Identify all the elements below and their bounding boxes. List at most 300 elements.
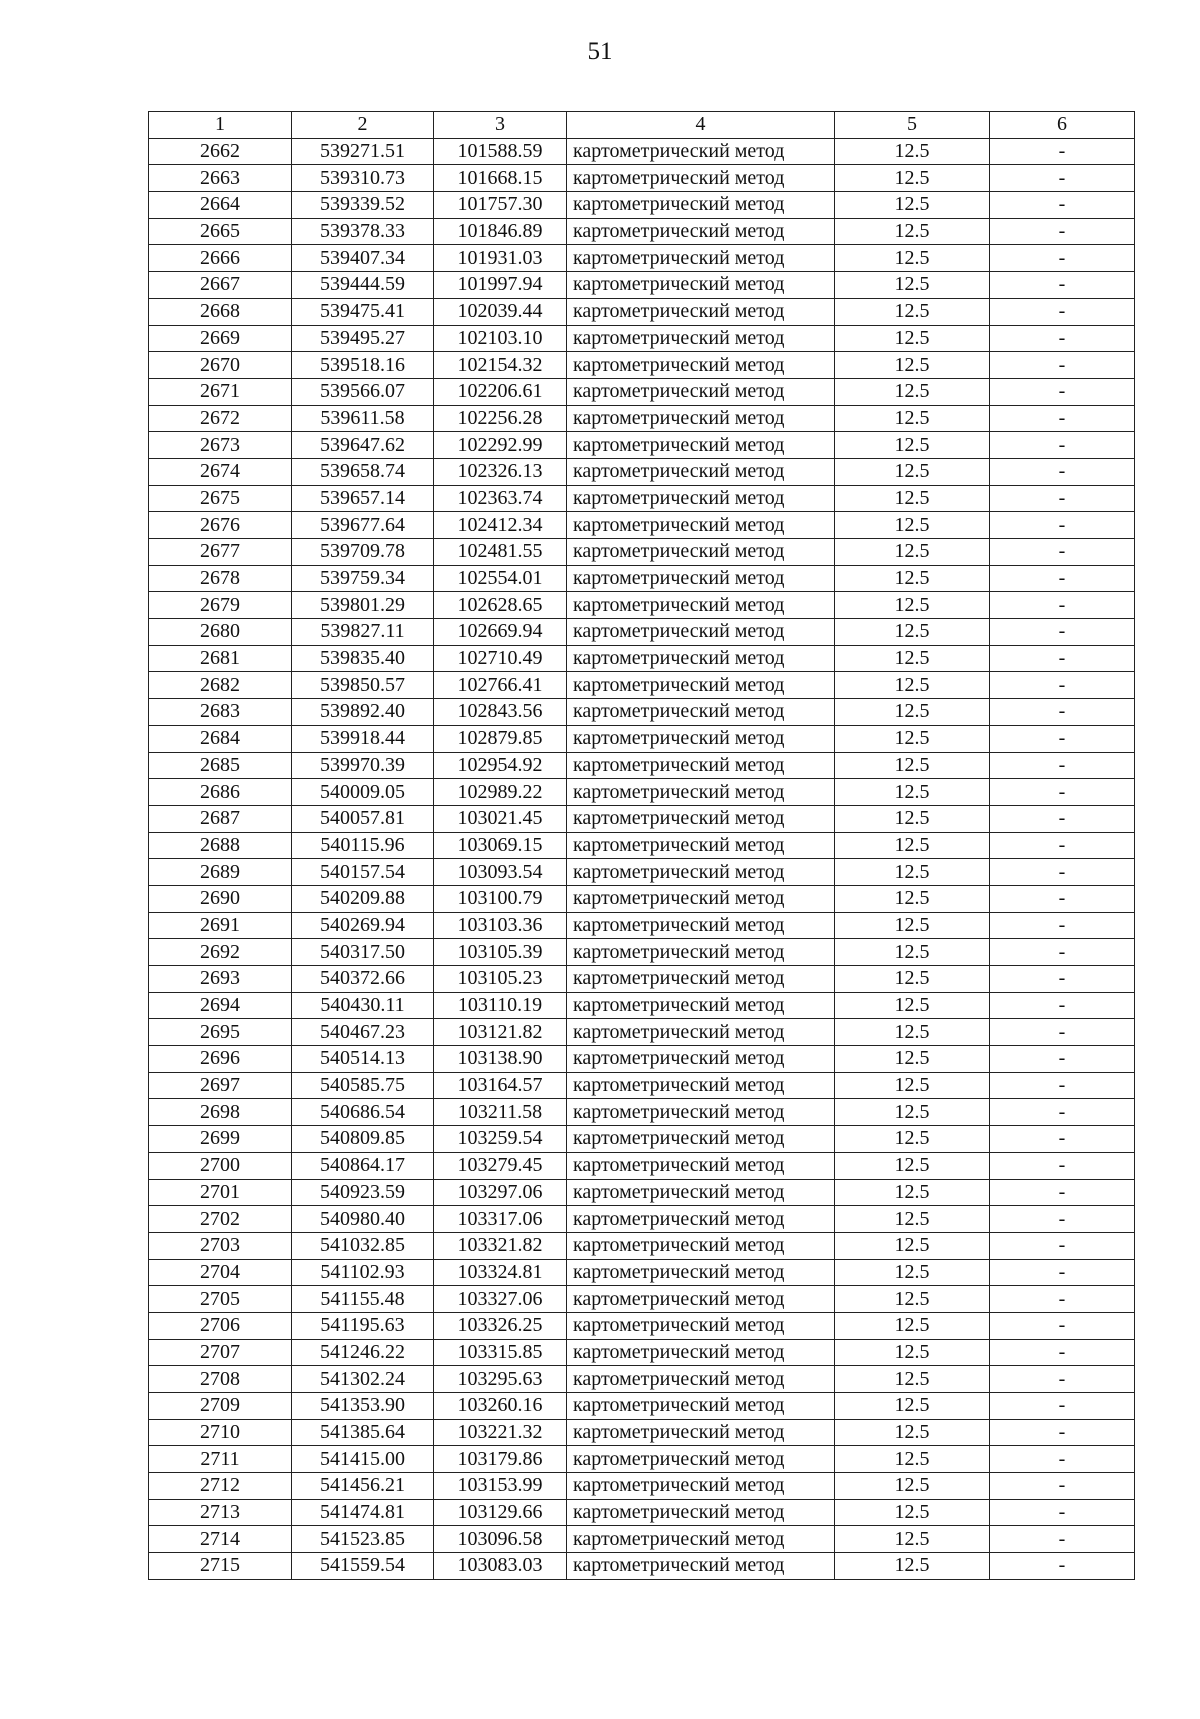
note-cell: -: [990, 966, 1135, 993]
note-cell: -: [990, 539, 1135, 566]
x-coordinate-cell: 539801.29: [292, 592, 434, 619]
x-coordinate-cell: 540980.40: [292, 1206, 434, 1233]
method-cell: картометрический метод: [567, 752, 835, 779]
method-cell: картометрический метод: [567, 1446, 835, 1473]
point-number-cell: 2680: [149, 619, 292, 646]
y-coordinate-cell: 102989.22: [434, 779, 567, 806]
accuracy-cell: 12.5: [835, 325, 990, 352]
method-cell: картометрический метод: [567, 725, 835, 752]
x-coordinate-cell: 541456.21: [292, 1473, 434, 1500]
note-cell: -: [990, 458, 1135, 485]
x-coordinate-cell: 539677.64: [292, 512, 434, 539]
point-number-cell: 2671: [149, 378, 292, 405]
accuracy-cell: 12.5: [835, 272, 990, 299]
x-coordinate-cell: 539378.33: [292, 218, 434, 245]
method-cell: картометрический метод: [567, 485, 835, 512]
table-row: [149, 138, 1135, 165]
y-coordinate-cell: 103321.82: [434, 1232, 567, 1259]
table-row: [149, 645, 1135, 672]
x-coordinate-cell: 541523.85: [292, 1526, 434, 1553]
table-row: [149, 1473, 1135, 1500]
accuracy-cell: 12.5: [835, 1072, 990, 1099]
accuracy-cell: 12.5: [835, 1099, 990, 1126]
table-row: [149, 432, 1135, 459]
x-coordinate-cell: 540269.94: [292, 912, 434, 939]
y-coordinate-cell: 102710.49: [434, 645, 567, 672]
point-number-cell: 2685: [149, 752, 292, 779]
point-number-cell: 2690: [149, 885, 292, 912]
accuracy-cell: 12.5: [835, 966, 990, 993]
note-cell: -: [990, 432, 1135, 459]
x-coordinate-cell: 540157.54: [292, 859, 434, 886]
method-cell: картометрический метод: [567, 1286, 835, 1313]
x-coordinate-cell: 539759.34: [292, 565, 434, 592]
y-coordinate-cell: 102292.99: [434, 432, 567, 459]
point-number-cell: 2712: [149, 1473, 292, 1500]
table-row: [149, 805, 1135, 832]
x-coordinate-cell: 540809.85: [292, 1126, 434, 1153]
accuracy-cell: 12.5: [835, 458, 990, 485]
method-cell: картометрический метод: [567, 325, 835, 352]
method-cell: картометрический метод: [567, 619, 835, 646]
x-coordinate-cell: 539566.07: [292, 378, 434, 405]
accuracy-cell: 12.5: [835, 805, 990, 832]
point-number-cell: 2694: [149, 992, 292, 1019]
note-cell: -: [990, 272, 1135, 299]
x-coordinate-cell: 539970.39: [292, 752, 434, 779]
y-coordinate-cell: 102954.92: [434, 752, 567, 779]
method-cell: картометрический метод: [567, 1259, 835, 1286]
table-row: [149, 378, 1135, 405]
x-coordinate-cell: 540317.50: [292, 939, 434, 966]
y-coordinate-cell: 102669.94: [434, 619, 567, 646]
point-number-cell: 2706: [149, 1312, 292, 1339]
accuracy-cell: 12.5: [835, 1366, 990, 1393]
note-cell: -: [990, 192, 1135, 219]
x-coordinate-cell: 539657.14: [292, 485, 434, 512]
note-cell: -: [990, 645, 1135, 672]
note-cell: -: [990, 1072, 1135, 1099]
y-coordinate-cell: 102879.85: [434, 725, 567, 752]
table-row: [149, 1152, 1135, 1179]
y-coordinate-cell: 103179.86: [434, 1446, 567, 1473]
y-coordinate-cell: 103315.85: [434, 1339, 567, 1366]
accuracy-cell: 12.5: [835, 592, 990, 619]
method-cell: картометрический метод: [567, 992, 835, 1019]
note-cell: -: [990, 1019, 1135, 1046]
y-coordinate-cell: 103259.54: [434, 1126, 567, 1153]
y-coordinate-cell: 101846.89: [434, 218, 567, 245]
point-number-cell: 2709: [149, 1393, 292, 1420]
note-cell: -: [990, 939, 1135, 966]
column-header-5: 5: [835, 112, 990, 139]
accuracy-cell: 12.5: [835, 619, 990, 646]
x-coordinate-cell: 540057.81: [292, 805, 434, 832]
accuracy-cell: 12.5: [835, 1019, 990, 1046]
method-cell: картометрический метод: [567, 1473, 835, 1500]
method-cell: картометрический метод: [567, 1499, 835, 1526]
y-coordinate-cell: 101931.03: [434, 245, 567, 272]
y-coordinate-cell: 101668.15: [434, 165, 567, 192]
y-coordinate-cell: 103100.79: [434, 885, 567, 912]
y-coordinate-cell: 103153.99: [434, 1473, 567, 1500]
table-row: [149, 192, 1135, 219]
note-cell: -: [990, 1366, 1135, 1393]
note-cell: -: [990, 1419, 1135, 1446]
method-cell: картометрический метод: [567, 645, 835, 672]
point-number-cell: 2696: [149, 1046, 292, 1073]
accuracy-cell: 12.5: [835, 912, 990, 939]
note-cell: -: [990, 1099, 1135, 1126]
note-cell: -: [990, 1446, 1135, 1473]
note-cell: -: [990, 245, 1135, 272]
method-cell: картометрический метод: [567, 1232, 835, 1259]
y-coordinate-cell: 101997.94: [434, 272, 567, 299]
y-coordinate-cell: 102412.34: [434, 512, 567, 539]
method-cell: картометрический метод: [567, 1152, 835, 1179]
point-number-cell: 2701: [149, 1179, 292, 1206]
y-coordinate-cell: 102326.13: [434, 458, 567, 485]
table-row: [149, 1259, 1135, 1286]
x-coordinate-cell: 539850.57: [292, 672, 434, 699]
x-coordinate-cell: 540430.11: [292, 992, 434, 1019]
y-coordinate-cell: 103105.23: [434, 966, 567, 993]
accuracy-cell: 12.5: [835, 1126, 990, 1153]
x-coordinate-cell: 539518.16: [292, 352, 434, 379]
y-coordinate-cell: 101588.59: [434, 138, 567, 165]
table-row: [149, 1046, 1135, 1073]
point-number-cell: 2675: [149, 485, 292, 512]
point-number-cell: 2702: [149, 1206, 292, 1233]
y-coordinate-cell: 102481.55: [434, 539, 567, 566]
table-row: [149, 1446, 1135, 1473]
x-coordinate-cell: 541415.00: [292, 1446, 434, 1473]
table-row: [149, 405, 1135, 432]
accuracy-cell: 12.5: [835, 485, 990, 512]
accuracy-cell: 12.5: [835, 405, 990, 432]
y-coordinate-cell: 101757.30: [434, 192, 567, 219]
accuracy-cell: 12.5: [835, 1152, 990, 1179]
point-number-cell: 2681: [149, 645, 292, 672]
note-cell: -: [990, 1206, 1135, 1233]
x-coordinate-cell: 539892.40: [292, 699, 434, 726]
note-cell: -: [990, 1126, 1135, 1153]
note-cell: -: [990, 1526, 1135, 1553]
table-row: [149, 1019, 1135, 1046]
point-number-cell: 2695: [149, 1019, 292, 1046]
x-coordinate-cell: 539495.27: [292, 325, 434, 352]
note-cell: -: [990, 218, 1135, 245]
table-row: [149, 1099, 1135, 1126]
note-cell: -: [990, 352, 1135, 379]
note-cell: -: [990, 1286, 1135, 1313]
method-cell: картометрический метод: [567, 432, 835, 459]
x-coordinate-cell: 540923.59: [292, 1179, 434, 1206]
method-cell: картометрический метод: [567, 1366, 835, 1393]
method-cell: картометрический метод: [567, 218, 835, 245]
note-cell: -: [990, 779, 1135, 806]
x-coordinate-cell: 539475.41: [292, 298, 434, 325]
table-row: [149, 619, 1135, 646]
point-number-cell: 2699: [149, 1126, 292, 1153]
y-coordinate-cell: 102256.28: [434, 405, 567, 432]
method-cell: картометрический метод: [567, 1019, 835, 1046]
table-row: [149, 779, 1135, 806]
note-cell: -: [990, 298, 1135, 325]
note-cell: -: [990, 832, 1135, 859]
y-coordinate-cell: 103327.06: [434, 1286, 567, 1313]
y-coordinate-cell: 103129.66: [434, 1499, 567, 1526]
note-cell: -: [990, 699, 1135, 726]
accuracy-cell: 12.5: [835, 192, 990, 219]
point-number-cell: 2697: [149, 1072, 292, 1099]
point-number-cell: 2704: [149, 1259, 292, 1286]
y-coordinate-cell: 103103.36: [434, 912, 567, 939]
accuracy-cell: 12.5: [835, 1259, 990, 1286]
x-coordinate-cell: 539827.11: [292, 619, 434, 646]
table-body: [149, 138, 1135, 1579]
note-cell: -: [990, 619, 1135, 646]
accuracy-cell: 12.5: [835, 352, 990, 379]
point-number-cell: 2663: [149, 165, 292, 192]
x-coordinate-cell: 540585.75: [292, 1072, 434, 1099]
method-cell: картометрический метод: [567, 165, 835, 192]
accuracy-cell: 12.5: [835, 1393, 990, 1420]
point-number-cell: 2713: [149, 1499, 292, 1526]
note-cell: -: [990, 1046, 1135, 1073]
method-cell: картометрический метод: [567, 1526, 835, 1553]
note-cell: -: [990, 138, 1135, 165]
x-coordinate-cell: 539339.52: [292, 192, 434, 219]
y-coordinate-cell: 103297.06: [434, 1179, 567, 1206]
method-cell: картометрический метод: [567, 1339, 835, 1366]
x-coordinate-cell: 540372.66: [292, 966, 434, 993]
y-coordinate-cell: 103083.03: [434, 1553, 567, 1580]
note-cell: -: [990, 1499, 1135, 1526]
x-coordinate-cell: 541385.64: [292, 1419, 434, 1446]
y-coordinate-cell: 102206.61: [434, 378, 567, 405]
point-number-cell: 2676: [149, 512, 292, 539]
point-number-cell: 2683: [149, 699, 292, 726]
point-number-cell: 2686: [149, 779, 292, 806]
point-number-cell: 2668: [149, 298, 292, 325]
accuracy-cell: 12.5: [835, 1553, 990, 1580]
method-cell: картометрический метод: [567, 138, 835, 165]
accuracy-cell: 12.5: [835, 672, 990, 699]
note-cell: -: [990, 1553, 1135, 1580]
y-coordinate-cell: 102766.41: [434, 672, 567, 699]
table-row: [149, 245, 1135, 272]
table-row: [149, 1232, 1135, 1259]
y-coordinate-cell: 103324.81: [434, 1259, 567, 1286]
note-cell: -: [990, 1393, 1135, 1420]
table-row: [149, 1499, 1135, 1526]
y-coordinate-cell: 103021.45: [434, 805, 567, 832]
y-coordinate-cell: 102103.10: [434, 325, 567, 352]
accuracy-cell: 12.5: [835, 699, 990, 726]
point-number-cell: 2667: [149, 272, 292, 299]
page-number: 51: [587, 38, 613, 65]
y-coordinate-cell: 103110.19: [434, 992, 567, 1019]
table-row: [149, 992, 1135, 1019]
point-number-cell: 2715: [149, 1553, 292, 1580]
table-row: [149, 939, 1135, 966]
point-number-cell: 2703: [149, 1232, 292, 1259]
table-row: [149, 885, 1135, 912]
accuracy-cell: 12.5: [835, 832, 990, 859]
note-cell: -: [990, 725, 1135, 752]
table-row: [149, 725, 1135, 752]
table-row: [149, 512, 1135, 539]
note-cell: -: [990, 1312, 1135, 1339]
accuracy-cell: 12.5: [835, 1179, 990, 1206]
point-number-cell: 2687: [149, 805, 292, 832]
table-row: [149, 859, 1135, 886]
y-coordinate-cell: 103326.25: [434, 1312, 567, 1339]
table-row: [149, 485, 1135, 512]
y-coordinate-cell: 102628.65: [434, 592, 567, 619]
method-cell: картометрический метод: [567, 859, 835, 886]
x-coordinate-cell: 539271.51: [292, 138, 434, 165]
y-coordinate-cell: 103279.45: [434, 1152, 567, 1179]
coordinates-table: [148, 111, 1135, 1580]
x-coordinate-cell: 540467.23: [292, 1019, 434, 1046]
accuracy-cell: 12.5: [835, 1286, 990, 1313]
accuracy-cell: 12.5: [835, 779, 990, 806]
y-coordinate-cell: 102363.74: [434, 485, 567, 512]
note-cell: -: [990, 485, 1135, 512]
table-row: [149, 699, 1135, 726]
method-cell: картометрический метод: [567, 1312, 835, 1339]
accuracy-cell: 12.5: [835, 378, 990, 405]
table-row: [149, 565, 1135, 592]
table-row: [149, 832, 1135, 859]
method-cell: картометрический метод: [567, 192, 835, 219]
y-coordinate-cell: 103069.15: [434, 832, 567, 859]
table-row: [149, 1553, 1135, 1580]
accuracy-cell: 12.5: [835, 512, 990, 539]
accuracy-cell: 12.5: [835, 298, 990, 325]
note-cell: -: [990, 512, 1135, 539]
table-row: [149, 539, 1135, 566]
x-coordinate-cell: 540209.88: [292, 885, 434, 912]
point-number-cell: 2710: [149, 1419, 292, 1446]
point-number-cell: 2714: [149, 1526, 292, 1553]
y-coordinate-cell: 102154.32: [434, 352, 567, 379]
note-cell: -: [990, 1152, 1135, 1179]
x-coordinate-cell: 539835.40: [292, 645, 434, 672]
x-coordinate-cell: 541032.85: [292, 1232, 434, 1259]
table-row: [149, 272, 1135, 299]
accuracy-cell: 12.5: [835, 165, 990, 192]
note-cell: -: [990, 378, 1135, 405]
note-cell: -: [990, 325, 1135, 352]
table-row: [149, 165, 1135, 192]
table-row: [149, 1286, 1135, 1313]
point-number-cell: 2689: [149, 859, 292, 886]
x-coordinate-cell: 540686.54: [292, 1099, 434, 1126]
accuracy-cell: 12.5: [835, 138, 990, 165]
method-cell: картометрический метод: [567, 832, 835, 859]
table-row: [149, 298, 1135, 325]
method-cell: картометрический метод: [567, 1206, 835, 1233]
accuracy-cell: 12.5: [835, 1526, 990, 1553]
method-cell: картометрический метод: [567, 512, 835, 539]
column-header-4: 4: [567, 112, 835, 139]
x-coordinate-cell: 540115.96: [292, 832, 434, 859]
accuracy-cell: 12.5: [835, 1046, 990, 1073]
accuracy-cell: 12.5: [835, 218, 990, 245]
point-number-cell: 2682: [149, 672, 292, 699]
point-number-cell: 2679: [149, 592, 292, 619]
x-coordinate-cell: 539444.59: [292, 272, 434, 299]
point-number-cell: 2678: [149, 565, 292, 592]
note-cell: -: [990, 165, 1135, 192]
method-cell: картометрический метод: [567, 939, 835, 966]
x-coordinate-cell: 539407.34: [292, 245, 434, 272]
accuracy-cell: 12.5: [835, 245, 990, 272]
method-cell: картометрический метод: [567, 779, 835, 806]
table-row: [149, 1526, 1135, 1553]
table-row: [149, 1393, 1135, 1420]
point-number-cell: 2665: [149, 218, 292, 245]
accuracy-cell: 12.5: [835, 1312, 990, 1339]
point-number-cell: 2664: [149, 192, 292, 219]
point-number-cell: 2692: [149, 939, 292, 966]
y-coordinate-cell: 103138.90: [434, 1046, 567, 1073]
point-number-cell: 2705: [149, 1286, 292, 1313]
x-coordinate-cell: 541102.93: [292, 1259, 434, 1286]
point-number-cell: 2669: [149, 325, 292, 352]
y-coordinate-cell: 103121.82: [434, 1019, 567, 1046]
table-row: [149, 458, 1135, 485]
table-row: [149, 1126, 1135, 1153]
x-coordinate-cell: 540864.17: [292, 1152, 434, 1179]
table-row: [149, 1206, 1135, 1233]
accuracy-cell: 12.5: [835, 1473, 990, 1500]
note-cell: -: [990, 1232, 1135, 1259]
table-row: [149, 218, 1135, 245]
note-cell: -: [990, 1259, 1135, 1286]
method-cell: картометрический метод: [567, 378, 835, 405]
x-coordinate-cell: 541246.22: [292, 1339, 434, 1366]
accuracy-cell: 12.5: [835, 1232, 990, 1259]
accuracy-cell: 12.5: [835, 432, 990, 459]
note-cell: -: [990, 912, 1135, 939]
point-number-cell: 2666: [149, 245, 292, 272]
table-row: [149, 1312, 1135, 1339]
point-number-cell: 2662: [149, 138, 292, 165]
accuracy-cell: 12.5: [835, 1499, 990, 1526]
note-cell: -: [990, 1339, 1135, 1366]
accuracy-cell: 12.5: [835, 1446, 990, 1473]
method-cell: картометрический метод: [567, 272, 835, 299]
accuracy-cell: 12.5: [835, 1206, 990, 1233]
table-header-row: [149, 112, 1135, 139]
table-row: [149, 1339, 1135, 1366]
x-coordinate-cell: 539647.62: [292, 432, 434, 459]
y-coordinate-cell: 103105.39: [434, 939, 567, 966]
point-number-cell: 2674: [149, 458, 292, 485]
accuracy-cell: 12.5: [835, 939, 990, 966]
method-cell: картометрический метод: [567, 405, 835, 432]
point-number-cell: 2688: [149, 832, 292, 859]
x-coordinate-cell: 539709.78: [292, 539, 434, 566]
method-cell: картометрический метод: [567, 1046, 835, 1073]
y-coordinate-cell: 103096.58: [434, 1526, 567, 1553]
method-cell: картометрический метод: [567, 539, 835, 566]
method-cell: картометрический метод: [567, 1393, 835, 1420]
